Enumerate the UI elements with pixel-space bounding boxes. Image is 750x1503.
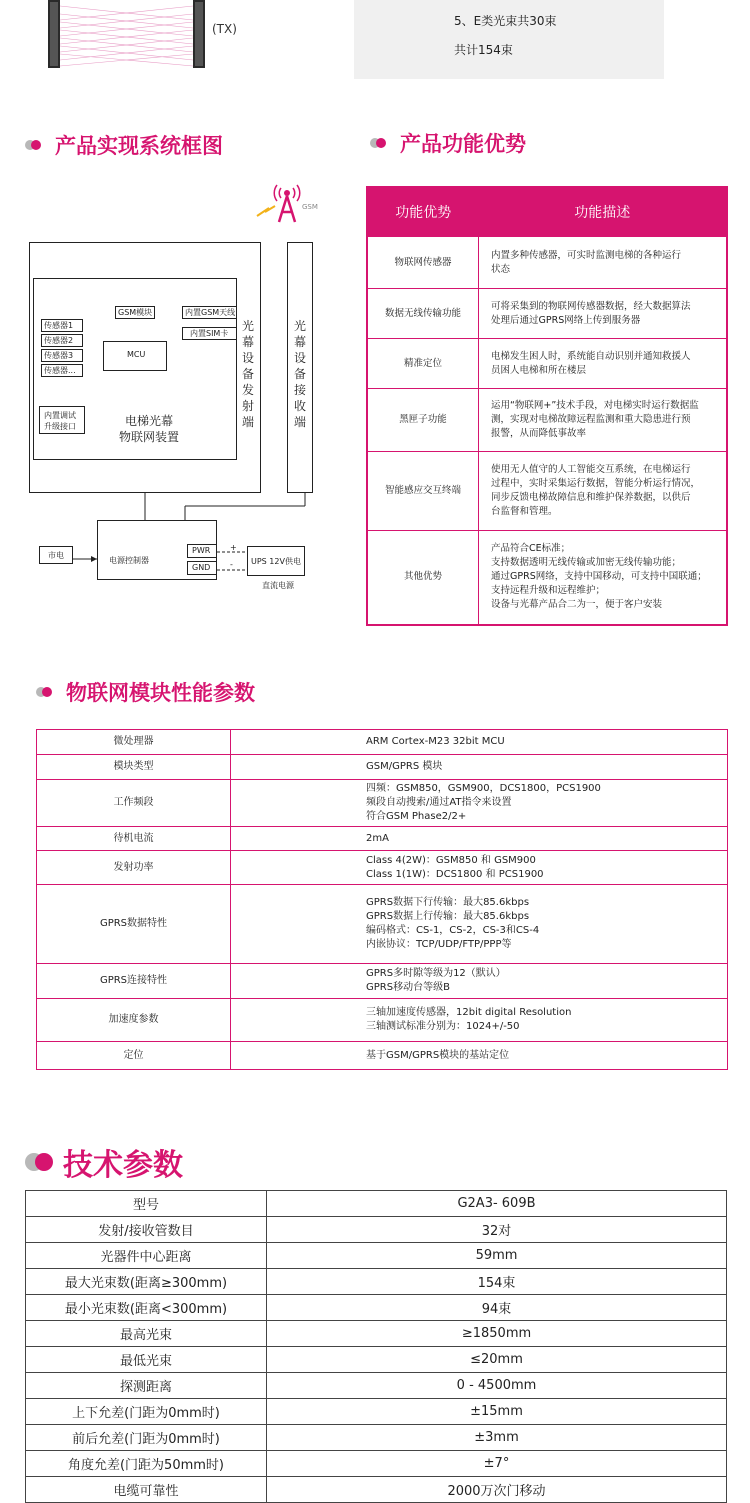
tech-row [26, 1191, 727, 1217]
tech-name: 最高光束 [26, 1321, 267, 1347]
tech-value: 2000万次门移动 [267, 1477, 727, 1503]
feature-name: 黑匣子功能 [367, 389, 479, 452]
light-curtain-image [48, 0, 208, 70]
feature-desc-line: 状态 [491, 263, 511, 275]
feature-desc-line: 通过GPRS网络，支持中国移动，可支持中国联通； [491, 571, 707, 583]
bullet-dots-icon [36, 686, 58, 698]
tech-row [26, 1347, 727, 1373]
param-row [37, 999, 728, 1042]
param-value [231, 999, 728, 1042]
section-tech-title: 技术参数 [25, 1140, 183, 1184]
feature-desc-line: 使用无人值守的人工智能交互系统，在电梯运行 [491, 464, 691, 475]
param-value-line: Class 4(2W)：GSM850 和 GSM900 [366, 854, 536, 866]
feature-desc-line: 支持远程升级和远程维护； [491, 585, 606, 597]
pwr-label: PWR [192, 546, 211, 555]
ups-label: UPS 12V供电 [251, 557, 301, 566]
features-row [367, 289, 727, 339]
gsm-antenna-label: 内置GSM天线 [185, 308, 236, 317]
tech-name: 角度允差(门距为50mm时) [26, 1451, 267, 1477]
feature-desc [479, 237, 728, 289]
gsm-label: GSM [302, 203, 318, 211]
tx-end-label: 光幕设备发射端 [241, 319, 254, 429]
param-value-line: 符合GSM Phase2/2+ [366, 811, 467, 822]
param-name: 微处理器 [37, 730, 231, 755]
feature-desc-line: 过程中，实时采集运行数据，智能分析运行情况， [491, 478, 701, 489]
param-value-line: 基于GSM/GPRS模块的基站定位 [366, 1049, 510, 1061]
tech-params-table [25, 1190, 727, 1503]
tech-name: 光器件中心距离 [26, 1243, 267, 1269]
module-params-table [36, 729, 728, 1070]
device-name-line-1: 电梯光幕 [125, 414, 174, 428]
tech-name: 型号 [26, 1191, 267, 1217]
dc-power-label: 直流电源 [262, 581, 294, 590]
param-name: 发射功率 [37, 851, 231, 885]
gsm-module-label: GSM模块 [118, 308, 153, 317]
param-value-line: ARM Cortex-M23 32bit MCU [366, 736, 505, 747]
debug-port-line-2: 升级接口 [44, 422, 76, 431]
features-header-name: 功能优势 [367, 187, 479, 237]
tech-row [26, 1451, 727, 1477]
param-value-line: GPRS移动台等级B [366, 982, 450, 993]
feature-desc-line: 运用“物联网+”技术手段，对电梯实时运行数据监 [491, 400, 699, 411]
param-value-line: 编码格式：CS-1，CS-2，CS-3和CS-4 [366, 925, 540, 936]
tech-row [26, 1425, 727, 1451]
param-value-line: 频段自动搜索/通过AT指令来设置 [366, 797, 512, 808]
rx-end-label: 光幕设备接收端 [293, 319, 306, 429]
tech-row [26, 1477, 727, 1503]
tech-name: 上下允差(门距为0mm时) [26, 1399, 267, 1425]
mains-label: 市电 [48, 551, 64, 560]
features-row [367, 531, 727, 625]
section-system-diagram-title: 产品实现系统框图 [25, 130, 223, 160]
param-value-line: 四频：GSM850，GSM900，DCS1800，PCS1900 [366, 783, 601, 794]
param-value-line: GPRS数据上行传输：最大85.6kbps [366, 911, 530, 922]
feature-name: 其他优势 [367, 531, 479, 625]
param-row [37, 964, 728, 999]
tx-label: (TX) [212, 22, 237, 36]
param-value-line: GPRS数据下行传输：最大85.6kbps [366, 897, 530, 908]
feature-desc-line: 员困人电梯和所在楼层 [491, 364, 587, 376]
features-table [366, 186, 728, 626]
sensor-3-label: 传感器3 [44, 351, 74, 360]
features-row [367, 237, 727, 289]
feature-desc-line: 处理后通过GPRS网络上传到服务器 [491, 314, 641, 326]
param-value-line: 三轴加速度传感器，12bit digital Resolution [366, 1007, 572, 1018]
tech-row [26, 1269, 727, 1295]
tech-name: 前后允差(门距为0mm时) [26, 1425, 267, 1451]
tech-name: 最低光束 [26, 1347, 267, 1373]
param-name: GPRS连接特性 [37, 964, 231, 999]
tech-row [26, 1243, 727, 1269]
param-name: 待机电流 [37, 827, 231, 851]
tech-value: ≥1850mm [267, 1321, 727, 1347]
tech-row [26, 1321, 727, 1347]
section-features-title: 产品功能优势 [370, 128, 526, 158]
param-value-line: GPRS多时隙等级为12（默认） [366, 968, 506, 979]
feature-desc [479, 289, 728, 339]
features-header-desc: 功能描述 [479, 187, 728, 237]
param-value-line: Class 1(1W)：DCS1800 和 PCS1900 [366, 868, 544, 880]
feature-desc-line: 产品符合CE标准； [491, 543, 571, 555]
param-value [231, 730, 728, 755]
feature-name: 数据无线传输功能 [367, 289, 479, 339]
feature-desc [479, 389, 728, 452]
param-row [37, 827, 728, 851]
tech-name: 电缆可靠性 [26, 1477, 267, 1503]
tech-value: ±15mm [267, 1399, 727, 1425]
tech-value: ±7° [267, 1451, 727, 1477]
tech-params-body [26, 1191, 727, 1503]
param-value [231, 755, 728, 780]
feature-name: 智能感应交互终端 [367, 452, 479, 531]
tech-value: 32对 [267, 1217, 727, 1243]
tech-name: 发射/接收管数目 [26, 1217, 267, 1243]
device-name-line-2: 物联网装置 [119, 430, 180, 444]
sensor-2-label: 传感器2 [44, 336, 74, 345]
bullet-dots-icon [25, 1152, 55, 1172]
beam-line-5: 5、E类光束共30束 [454, 14, 557, 28]
tech-row [26, 1217, 727, 1243]
param-name: 工作频段 [37, 780, 231, 827]
light-curtain-illustration [48, 0, 208, 70]
param-value-line: 2mA [366, 832, 389, 844]
beam-total: 共计154束 [454, 43, 513, 57]
debug-port-line-1: 内置调试 [44, 411, 76, 420]
param-name: GPRS数据特性 [37, 885, 231, 964]
param-value-line: 三轴测试标准分别为：1024+/-50 [366, 1021, 520, 1032]
param-value [231, 885, 728, 964]
feature-desc-line: 台监督和管理。 [491, 506, 558, 517]
param-row [37, 755, 728, 780]
param-row [37, 885, 728, 964]
sensor-1-label: 传感器1 [44, 321, 74, 330]
tech-value: 154束 [267, 1269, 727, 1295]
gnd-label: GND [192, 563, 211, 572]
beam-summary-panel [354, 0, 664, 79]
feature-desc-line: 可将采集到的物联网传感器数据，经大数据算法 [491, 300, 691, 312]
sensor-more-label: 传感器... [44, 366, 76, 375]
feature-desc-line: 同步反馈电梯故障信息和维护保养数据，以供后 [491, 492, 691, 503]
feature-name: 物联网传感器 [367, 237, 479, 289]
param-row [37, 730, 728, 755]
feature-desc [479, 531, 728, 625]
param-name: 定位 [37, 1042, 231, 1070]
tech-row [26, 1295, 727, 1321]
tech-value: 59mm [267, 1243, 727, 1269]
param-value [231, 851, 728, 885]
feature-desc-line: 电梯发生困人时，系统能自动识别并通知救援人 [491, 350, 691, 362]
feature-name: 精准定位 [367, 339, 479, 389]
features-row [367, 452, 727, 531]
tech-row [26, 1373, 727, 1399]
feature-desc-line: 测，实现对电梯故障远程监测和重大隐患进行预 [491, 414, 691, 425]
feature-desc-line: 报警，从而降低事故率 [491, 428, 587, 439]
tech-value: G2A3- 609B [267, 1191, 727, 1217]
tech-value: 94束 [267, 1295, 727, 1321]
mcu-label: MCU [127, 350, 146, 359]
feature-desc-line: 支持数据透明无线传输或加密无线传输功能； [491, 557, 682, 569]
features-table-body [367, 237, 727, 625]
param-row [37, 1042, 728, 1070]
module-params-body [37, 730, 728, 1070]
tech-name: 最大光束数(距离≥300mm) [26, 1269, 267, 1295]
param-row [37, 780, 728, 827]
power-controller-label: 电源控制器 [109, 556, 149, 565]
param-value-line: GSM/GPRS 模块 [366, 761, 443, 772]
tech-value: ±3mm [267, 1425, 727, 1451]
features-row [367, 339, 727, 389]
system-block-diagram [25, 178, 350, 598]
feature-desc-line: 内置多种传感器，可实时监测电梯的各种运行 [491, 249, 682, 261]
param-value-line: 内嵌协议：TCP/UDP/FTP/PPP等 [366, 939, 512, 950]
tech-value: ≤20mm [267, 1347, 727, 1373]
feature-desc [479, 339, 728, 389]
feature-desc-line: 设备与光幕产品合二为一，便于客户安装 [491, 599, 663, 611]
features-row [367, 389, 727, 452]
tech-value: 0 - 4500mm [267, 1373, 727, 1399]
tech-row [26, 1399, 727, 1425]
tech-name: 探测距离 [26, 1373, 267, 1399]
tech-name: 最小光束数(距离<300mm) [26, 1295, 267, 1321]
param-row [37, 851, 728, 885]
section-module-title: 物联网模块性能参数 [36, 677, 255, 707]
param-value [231, 780, 728, 827]
feature-desc [479, 452, 728, 531]
minus-label: - [230, 560, 233, 569]
param-value [231, 1042, 728, 1070]
param-value [231, 827, 728, 851]
param-name: 加速度参数 [37, 999, 231, 1042]
bullet-dots-icon [25, 139, 47, 151]
param-value [231, 964, 728, 999]
param-name: 模块类型 [37, 755, 231, 780]
plus-label: + [230, 543, 237, 552]
bullet-dots-icon [370, 137, 392, 149]
sim-label: 内置SIM卡 [190, 329, 229, 338]
